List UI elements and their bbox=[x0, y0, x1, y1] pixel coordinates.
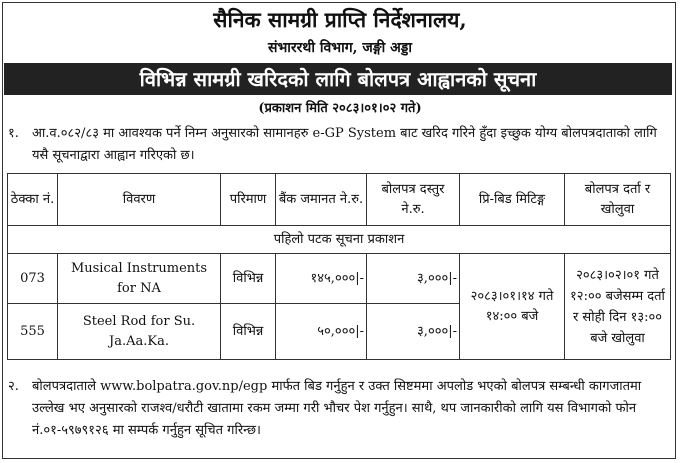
row-bank-guarantee: ५०,०००|- bbox=[276, 304, 367, 360]
prebid-meeting-value: २०८३।०१।१४ गते १४:०० बजे bbox=[460, 254, 565, 360]
submission-value: २०८३।०२।०१ गते १२:०० बजेसम्म दर्ता र सोही दिन १३:०० बजे खोलुवा bbox=[565, 254, 671, 360]
paragraph-2-text: बोलपत्रदाताले www.bolpatra.gov.np/egp मार्फत बिड गर्नुहुन र उक्त सिष्टममा अपलोड भएको बोलपत्र सम्बन्धी कागजातमा उल्लेख भए अनुसारको राजश्व/धरौटी खातामा रकम जम्मा गरी भौचर पेश गर्नुहुन। साथै, थप जानकारीको लागि यस विभागको फोन नं.०१-५९७९१२६ मा सम्पर्क गर्नुहुन सूचित गरिन्छ। bbox=[32, 379, 642, 438]
row-quantity: विभिन्न bbox=[221, 254, 276, 304]
paragraph-2-number: २. bbox=[8, 379, 19, 394]
row-contract-no: 555 bbox=[8, 304, 58, 360]
header-description: विवरण bbox=[58, 174, 221, 226]
row-contract-no: 073 bbox=[8, 254, 58, 304]
header-bid-fee: बोलपत्र दस्तुर ने.रु. bbox=[367, 174, 460, 226]
row-description: Steel Rod for Su. Ja.Aa.Ka. bbox=[58, 304, 221, 360]
row-bid-fee: ३,०००|- bbox=[367, 304, 460, 360]
row-bid-fee: ३,०००|- bbox=[367, 254, 460, 304]
department-name: संभाररथी विभाग, जङ्गी अड्डा bbox=[268, 40, 412, 56]
notice-title: विभिन्न सामग्री खरिदको लागि बोलपत्र आह्वानको सूचना bbox=[4, 63, 672, 95]
header-bank-guarantee: बैंक जमानत ने.रु. bbox=[276, 174, 367, 226]
header-prebid: प्रि-बिड मिटिङ्ग bbox=[460, 174, 565, 226]
publish-date: (प्रकाशन मिति २०८३।०१।०२ गते) bbox=[258, 101, 422, 116]
header-quantity: परिमाण bbox=[221, 174, 276, 226]
row-bank-guarantee: १४५,०००|- bbox=[276, 254, 367, 304]
table-header-row bbox=[8, 174, 671, 226]
paragraph-1-number: १. bbox=[8, 126, 19, 141]
organization-name: सैनिक सामग्री प्राप्ति निर्देशनालय, bbox=[213, 7, 467, 32]
header-contract-no: ठेक्का नं. bbox=[8, 174, 58, 226]
header-submission: बोलपत्र दर्ता र खोलुवा bbox=[565, 174, 671, 226]
paragraph-1-text: आ.व.०८२/८३ मा आवश्यक पर्ने निम्न अनुसारको सामानहरु e-GP System बाट खरिद गरिने हुँदा इच्छुक योग्य बोलपत्रदाताको लागि यसै सूचनाद्वारा आह्वान गरिएको छ। bbox=[32, 126, 657, 163]
section-row bbox=[8, 226, 671, 254]
row-quantity: विभिन्न bbox=[221, 304, 276, 360]
table-row bbox=[8, 254, 671, 304]
tender-table bbox=[7, 173, 671, 360]
row-description: Musical Instruments for NA bbox=[58, 254, 221, 304]
section-label: पहिलो पटक सूचना प्रकाशन bbox=[8, 226, 671, 254]
